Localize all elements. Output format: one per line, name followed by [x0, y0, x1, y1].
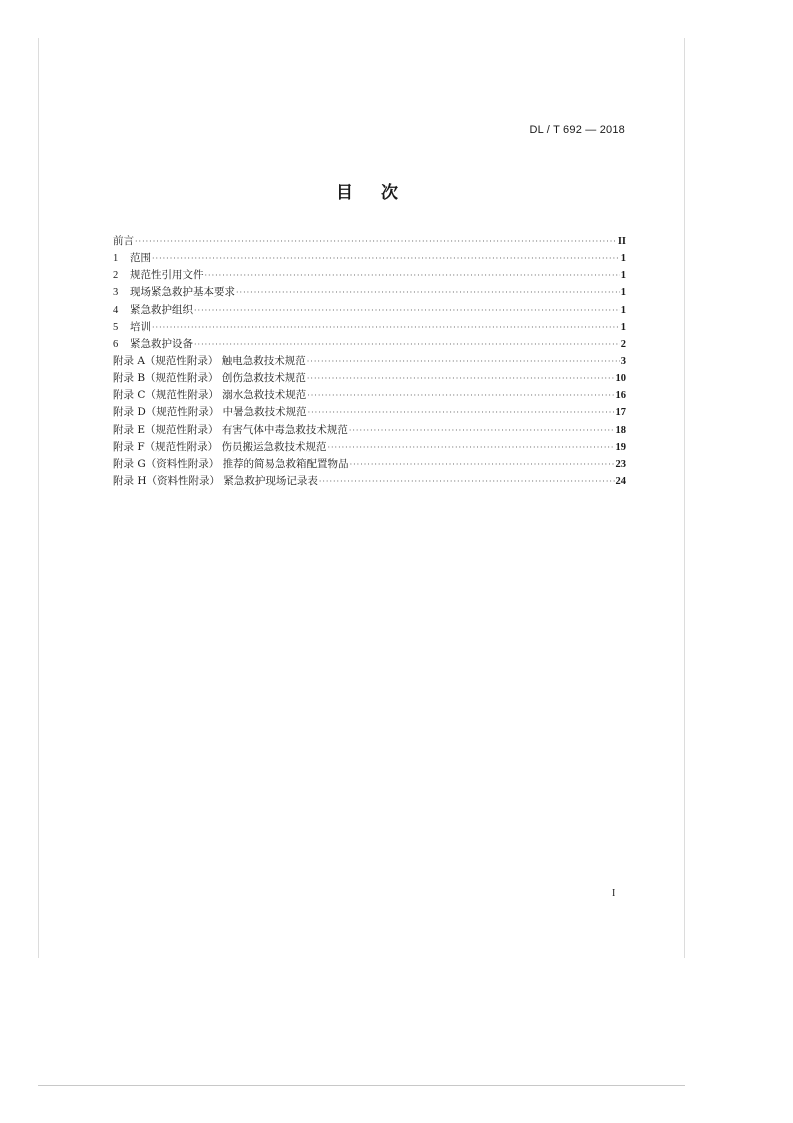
toc-entry-page: 17 [615, 407, 626, 419]
toc-entry[interactable] [113, 267, 626, 284]
toc-leader-dots [135, 233, 617, 250]
toc-entry-text: 附录 E（规范性附录） 有害气体中毒急救技术规范 [113, 423, 348, 436]
toc-entry-label [113, 456, 349, 473]
page-number: I [612, 888, 616, 899]
toc-leader-dots [194, 336, 620, 353]
toc-leader-dots [307, 387, 614, 404]
toc-entry[interactable] [113, 319, 626, 336]
page-bottom-edge [38, 1085, 685, 1086]
toc-entry-label [113, 336, 193, 353]
toc-entry-label [113, 370, 306, 387]
toc-entry-page: 1 [620, 304, 626, 316]
toc-entry-text: 附录 A（规范性附录） 触电急救技术规范 [113, 354, 306, 367]
toc-entry-label [113, 422, 348, 439]
toc-leader-dots [236, 284, 620, 301]
toc-entry-page: 18 [615, 424, 626, 436]
toc-leader-dots [205, 267, 620, 284]
toc-entry-number: 6 [113, 338, 119, 350]
toc-entry-page: 24 [615, 475, 626, 487]
toc-entry-text: 附录 B（规范性附录） 创伤急救技术规范 [113, 372, 306, 385]
toc-entry-page: 10 [615, 373, 626, 385]
toc-entry[interactable] [113, 250, 626, 267]
toc-entry[interactable] [113, 456, 626, 473]
toc-leader-dots [307, 353, 620, 370]
toc-entry-page: 1 [620, 287, 626, 299]
toc-entry-label [113, 284, 235, 301]
toc-title: 目次 [336, 183, 426, 203]
toc-entry-text: 附录 C（规范性附录） 溺水急救技术规范 [113, 389, 307, 402]
toc-entry-label [113, 250, 151, 267]
toc-entry-page: 1 [620, 253, 626, 265]
toc-entry[interactable] [113, 370, 626, 387]
toc-entry-text: 范围 [130, 252, 151, 265]
toc-leader-dots [319, 473, 615, 490]
toc-entry-text: 现场紧急救护基本要求 [130, 286, 235, 299]
toc-leader-dots [194, 302, 620, 319]
document-code: DL / T 692 — 2018 [529, 124, 625, 136]
toc-entry-page: 1 [620, 321, 626, 333]
toc-entry-number: 3 [113, 287, 119, 299]
toc-entry-number: 1 [113, 253, 119, 265]
toc-entry-label [113, 473, 318, 490]
toc-entry[interactable] [113, 233, 626, 250]
toc-entry-text: 附录 F（规范性附录） 伤员搬运急救技术规范 [113, 440, 327, 453]
toc-entry-label [113, 353, 306, 370]
toc-entry-number: 2 [113, 270, 119, 282]
toc-entry-page: II [617, 236, 626, 247]
toc-entry[interactable] [113, 284, 626, 301]
toc-entry-page: 16 [615, 390, 626, 402]
toc-entry[interactable] [113, 353, 626, 370]
toc-entry-number: 5 [113, 321, 119, 333]
toc-entry-text: 前言 [113, 235, 134, 247]
toc-entry-text: 附录 G（资料性附录） 推荐的简易急救箱配置物品 [113, 457, 349, 470]
toc-entry-page: 23 [615, 458, 626, 470]
toc-entry[interactable] [113, 473, 626, 490]
toc-entry-text: 培训 [130, 320, 151, 333]
toc-entry-label [113, 387, 306, 404]
toc-entry[interactable] [113, 302, 626, 319]
toc-entry-page: 2 [620, 338, 626, 350]
toc-leader-dots [308, 404, 615, 421]
toc-entry-label [113, 267, 204, 284]
toc-leader-dots [349, 422, 615, 439]
toc-entry[interactable] [113, 387, 626, 404]
toc-entry-text: 规范性引用文件 [130, 269, 204, 282]
toc-entry-text: 紧急救护设备 [130, 337, 193, 350]
toc-entry-text: 附录 D（规范性附录） 中暑急救技术规范 [113, 406, 307, 419]
toc-entry-page: 19 [615, 441, 626, 453]
table-of-contents [113, 233, 626, 490]
toc-entry-text: 紧急救护组织 [130, 303, 193, 316]
toc-entry-label [113, 302, 193, 319]
toc-entry-text: 附录 H（资料性附录） 紧急救护现场记录表 [113, 474, 318, 487]
toc-entry-page: 3 [620, 355, 626, 367]
toc-leader-dots [152, 250, 620, 267]
toc-entry[interactable] [113, 422, 626, 439]
toc-entry[interactable] [113, 404, 626, 421]
toc-entry-page: 1 [620, 270, 626, 282]
toc-entry-label [113, 319, 151, 336]
toc-entry-number: 4 [113, 304, 119, 316]
page-right-edge [684, 38, 685, 958]
toc-entry-label [113, 404, 307, 421]
toc-entry[interactable] [113, 439, 626, 456]
page-left-edge [38, 38, 39, 958]
toc-leader-dots [327, 439, 614, 456]
toc-leader-dots [152, 319, 620, 336]
toc-leader-dots [307, 370, 615, 387]
toc-leader-dots [350, 456, 615, 473]
toc-entry-label [113, 439, 326, 456]
toc-entry-label [113, 233, 134, 250]
toc-entry[interactable] [113, 336, 626, 353]
